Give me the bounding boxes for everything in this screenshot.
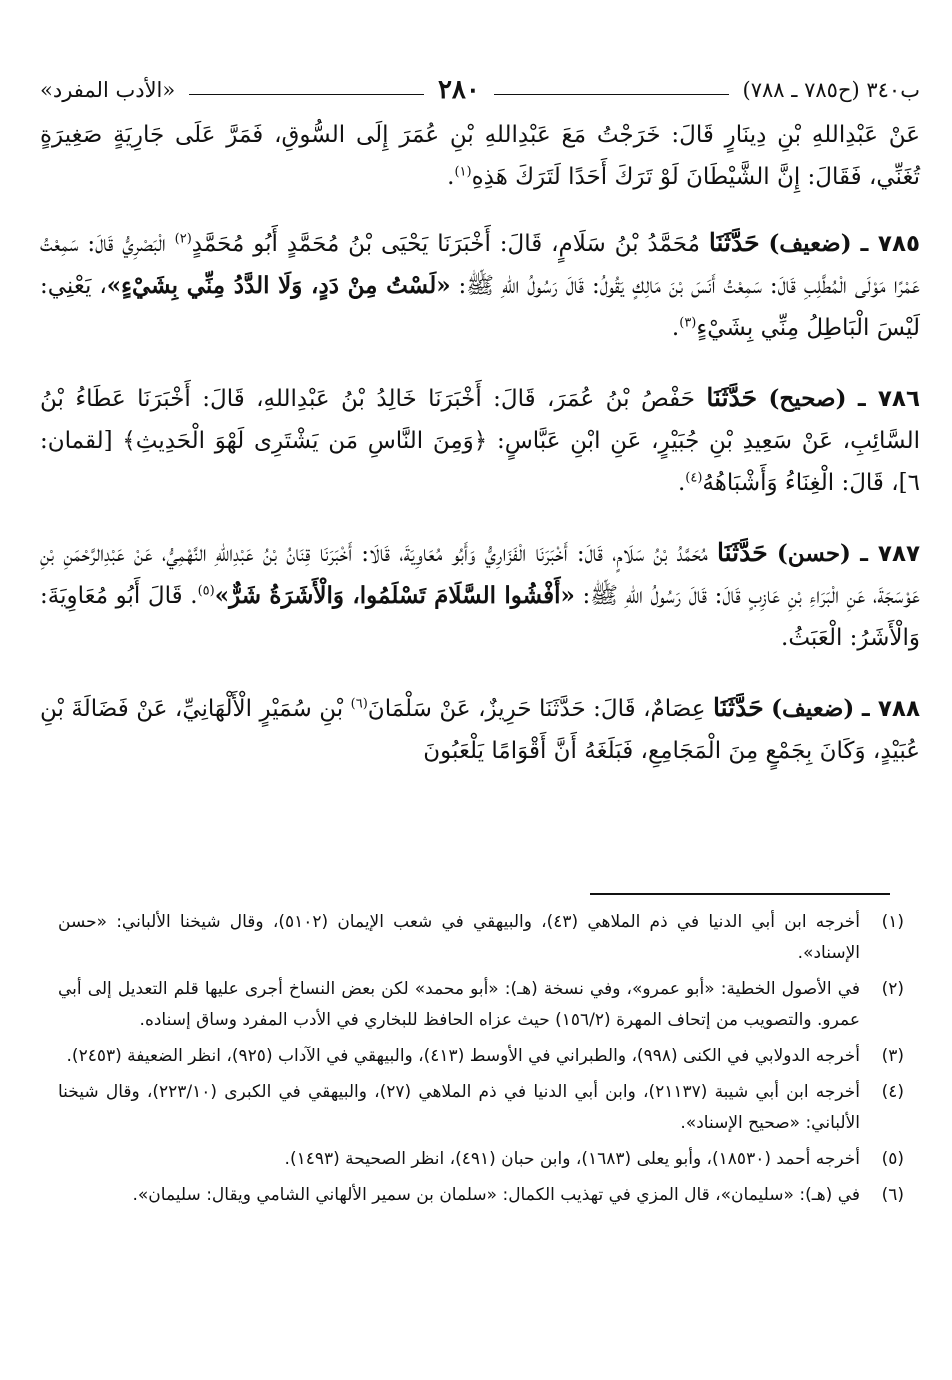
footnote-number: (٥) — [881, 1149, 904, 1169]
hadith-grade: (ضعيف) — [768, 230, 852, 257]
hadith-text: . — [677, 470, 686, 496]
footnote-text: في (هـ): «سليمان»، قال المزي في تهذيب الكمال: «سلمان بن سمير الألهاني الشامي ويقال: سليمان». — [132, 1185, 860, 1205]
header-section-label: ب٣٤٠ (ح٧٨٥ ـ ٧٨٨) — [742, 78, 920, 102]
haddathana-word: حَدَّثَنَا — [717, 538, 768, 567]
hadith-grade: (ضعيف) — [771, 695, 855, 722]
footnote-ref: (٢) — [174, 231, 192, 247]
hadith-text: [لقمان: ٦]، قَالَ: الْغِنَاءُ وَأَشْبَاهُهُ — [40, 428, 920, 496]
footnote-number: (١) — [881, 912, 904, 932]
hadith-text: مُحَمَّدُ بْنُ سَلَامٍ، قَالَ: أَخْبَرَنَا الْفَزَارِيُّ وَأَبُو مُعَاوِيَةَ، قَالَا: أَخْبَرَنَا قِنَانُ بْنُ عَبْدِاللهِ النَّهْمِيُّ، عَنْ عَبْدِالرَّحْمَنِ بْنِ عَوْسَجَةَ، عَنِ الْبَرَاءِ بْنِ عَازِبٍ قَالَ: قَالَ رَسُولُ اللهِ ﷺ: — [40, 541, 920, 609]
hadith-786 — [40, 377, 920, 504]
hadith-number: ٧٨٧ ـ — [860, 541, 921, 567]
haddathana-word: حَدَّثَنَا — [708, 228, 760, 257]
footnote-text: أخرجه ابن أبي شيبة (٢١١٣٧)، وابن أبي الدنيا في ذم الملاهي (٢٧)، والبيهقي في الكبرى (٢٢٣/١٠)، وقال شيخنا الألباني: «صحيح الإسناد». — [58, 1082, 860, 1133]
footnote-number: (٦) — [881, 1185, 904, 1205]
hadith-text: مُحَمَّدُ بْنُ سَلَامٍ، قَالَ: أَخْبَرَنَا يَحْيَى بْنُ مُحَمَّدٍ أَبُو مُحَمَّدٍ — [191, 231, 700, 257]
hadith-788 — [40, 687, 920, 772]
footnote-text: في الأصول الخطية: «أبو عمرو»، وفي نسخة (هـ): «أبو محمد» لكن بعض النساخ أجرى عليها قلم التعديل إلى أبي عمرو. والتصويب من إتحاف المهرة (١٥٦/٢) حيث عزاه الحافظ للبخاري في الأدب المفرد وساق إسناده. — [58, 979, 860, 1030]
footnote-text: أخرجه ابن أبي الدنيا في ذم الملاهي (٤٣)، والبيهقي في شعب الإيمان (٥١٠٢)، وقال شيخنا الألباني: «حسن الإسناد». — [58, 912, 861, 963]
footnote-text: أخرجه أحمد (١٨٥٣٠)، وأبو يعلى (١٦٨٣)، وابن حبان (٤٩١)، انظر الصحيحة (١٤٩٣). — [284, 1149, 860, 1169]
header-rule-right — [494, 94, 729, 95]
hadith-number: ٧٨٥ ـ — [860, 231, 921, 257]
prophetic-quote: «أَفْشُوا السَّلَامَ تَسْلَمُوا، وَالْأَشَرَةُ شَرٌّ» — [214, 582, 575, 609]
footnote-separator — [590, 893, 890, 895]
footnotes — [58, 907, 904, 1216]
footnote-2 — [58, 974, 904, 1036]
footnote-4 — [58, 1077, 904, 1139]
footnote-number: (٤) — [881, 1082, 904, 1102]
hadith-grade: (صحيح) — [768, 385, 847, 412]
hadith-text: حَفْصُ بْنُ عُمَرَ، قَالَ: أَخْبَرَنَا خَالِدُ بْنُ عَبْدِاللهِ، قَالَ: أَخْبَرَنَا عَطَاءُ بْنُ السَّائِبِ، عَنْ سَعِيدِ بْنِ جُبَيْرٍ، عَنِ ابْنِ عَبَّاسٍ: — [40, 386, 920, 454]
footnote-5 — [58, 1144, 904, 1175]
footnote-3 — [58, 1041, 904, 1072]
footnote-ref: (١) — [454, 164, 472, 180]
footnote-1 — [58, 907, 904, 969]
hadith-text: . — [671, 315, 680, 341]
footnote-number: (٢) — [881, 979, 904, 999]
hadith-number: ٧٨٨ ـ — [861, 696, 920, 722]
footnote-6 — [58, 1180, 904, 1211]
hadith-text: الْبَصْرِيُّ قَالَ: سَمِعْتُ عَمْرًا مَوْلَى الْمُطَّلِبِ قَالَ: سَمِعْتُ أَنَسَ بْنَ مَالِكٍ يَقُولُ: قَالَ رَسُولُ اللهِ ﷺ: — [40, 231, 920, 299]
hadith-785 — [40, 222, 920, 349]
footnote-number: (٣) — [881, 1046, 904, 1066]
hadith-grade: (حسن) — [776, 540, 851, 567]
hadith-text: بْنِ سُمَيْرٍ الْأَلْهَانِيِّ، عَنْ فَضَالَةَ بْنِ عُبَيْدٍ، وَكَانَ بِجَمْعٍ مِنَ الْمَجَامِعِ، فَبَلَغَهُ أَنَّ أَقْوَامًا يَلْعَبُونَ — [40, 696, 920, 764]
footnote-ref: (٣) — [679, 315, 697, 331]
hadith-text: عِصَامٌ، قَالَ: حَدَّثَنَا حَرِيزٌ، عَنْ سَلْمَانَ — [367, 696, 706, 722]
header-book-title: «الأدب المفرد» — [40, 78, 176, 102]
intro-end: . — [447, 164, 455, 190]
quran-verse: ﴿وَمِنَ النَّاسِ مَن يَشْتَرِى لَهْوَ الْحَدِيثِ﴾ — [122, 428, 488, 454]
hadith-text: . قَالَ أَبُو مُعَاوِيَةَ: وَالْأَشَرُ: الْعَبَثُ. — [40, 583, 920, 651]
header-rule-left — [189, 94, 424, 95]
main-text — [40, 114, 920, 800]
footnote-ref: (٤) — [685, 470, 703, 486]
hadith-787 — [40, 532, 920, 659]
haddathana-word: حَدَّثَنَا — [706, 383, 758, 412]
hadith-text: ، يَعْنِي: لَيْسَ الْبَاطِلُ مِنِّي بِشَيْءٍ — [40, 273, 920, 341]
running-header — [40, 70, 920, 110]
hadith-number: ٧٨٦ ـ — [857, 386, 920, 412]
intro-text: عَنْ عَبْدِاللهِ بْنِ دِينَارٍ قَالَ: خَرَجْتُ مَعَ عَبْدِاللهِ بْنِ عُمَرَ إِلَى السُّوقِ، فَمَرَّ عَلَى جَارِيَةٍ صَغِيرَةٍ تُغَنِّي، فَقَالَ: إِنَّ الشَّيْطَانَ لَوْ تَرَكَ أَحَدًا لَتَرَكَ هَذِهِ — [40, 122, 920, 190]
page-number: ٢٨٠ — [437, 75, 480, 105]
haddathana-word: حَدَّثَنَا — [712, 693, 764, 722]
prophetic-quote: «لَسْتُ مِنْ دَدٍ، وَلَا الدَّدُ مِنِّي بِشَيْءٍ» — [106, 272, 451, 299]
intro-paragraph — [40, 114, 920, 198]
footnote-ref: (٦) — [350, 696, 368, 712]
footnote-ref: (٥) — [197, 583, 215, 599]
footnote-text: أخرجه الدولابي في الكنى (٩٩٨)، والطبراني في الأوسط (٤١٣)، والبيهقي في الآداب (٩٢٥)، انظر الضعيفة (٢٤٥٣). — [66, 1046, 860, 1066]
